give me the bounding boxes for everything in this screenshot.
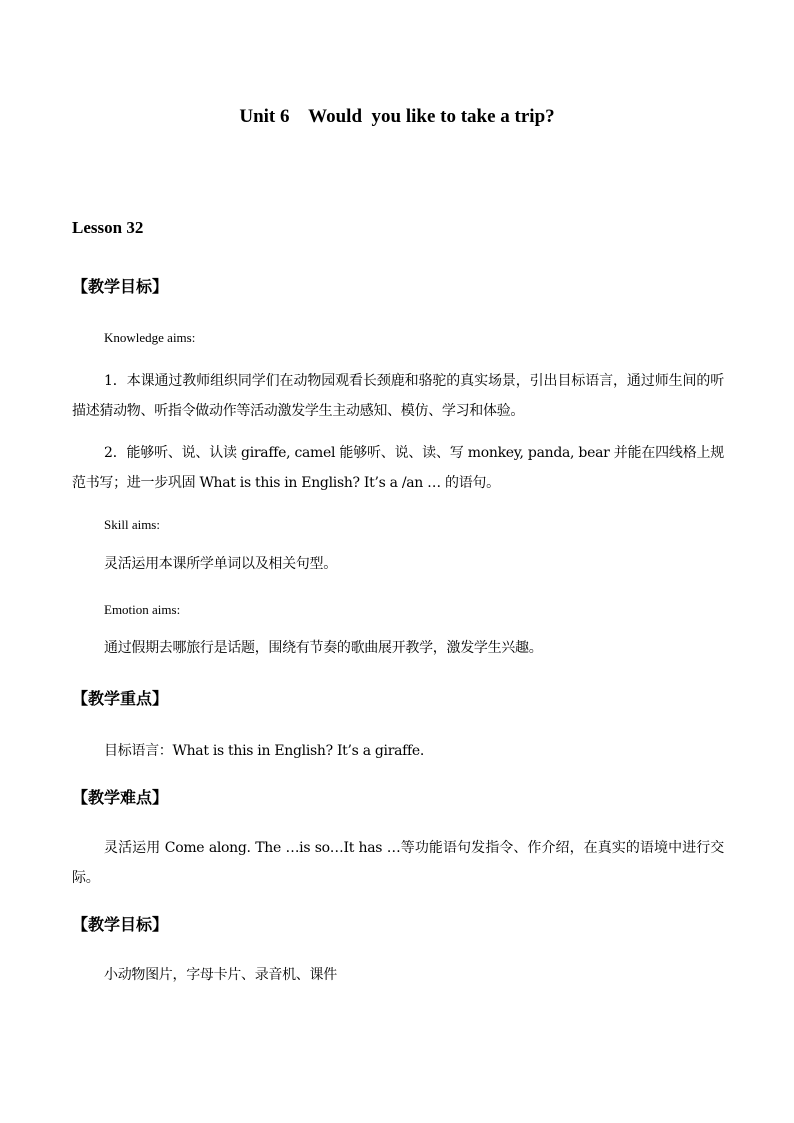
skill-aims-text: 灵活运用本课所学单词以及相关句型。 — [104, 556, 337, 572]
difficulties-text: 灵活运用 Come along. The …is so…It has …等功能语句发指令、作介绍，在真实的语境中进行交际。 — [72, 840, 724, 886]
knowledge-aims-label: Knowledge aims: — [104, 330, 196, 345]
knowledge-item-1: 1．本课通过教师组织同学们在动物园观看长颈鹿和骆驼的真实场景，引出目标语言，通过师生间的听描述猜动物、听指令做动作等活动激发学生主动感知、模仿、学习和体验。 — [72, 373, 724, 419]
objectives-heading: 【教学目标】 — [72, 277, 169, 296]
document-title: Unit 6 Would you like to take a trip? — [239, 106, 555, 127]
emotion-aims-text: 通过假期去哪旅行是话题，围绕有节奏的歌曲展开教学，激发学生兴趣。 — [104, 640, 543, 656]
materials-heading: 【教学目标】 — [72, 915, 169, 934]
lesson-number: Lesson 32 — [72, 218, 144, 237]
skill-aims-label: Skill aims: — [104, 517, 160, 532]
materials-text: 小动物图片，字母卡片、录音机、课件 — [104, 967, 337, 983]
key-points-text: 目标语言：What is this in English? It’s a giraffe. — [104, 743, 425, 759]
emotion-aims-label: Emotion aims: — [104, 602, 181, 617]
knowledge-item-2: 2．能够听、说、认读 giraffe, camel 能够听、说、读、写 monkey, panda, bear 并能在四线格上规范书写；进一步巩固 What is this in English? It’s a /an … 的语句。 — [72, 445, 724, 491]
key-points-heading: 【教学重点】 — [72, 689, 169, 708]
difficulties-heading: 【教学难点】 — [72, 788, 169, 807]
